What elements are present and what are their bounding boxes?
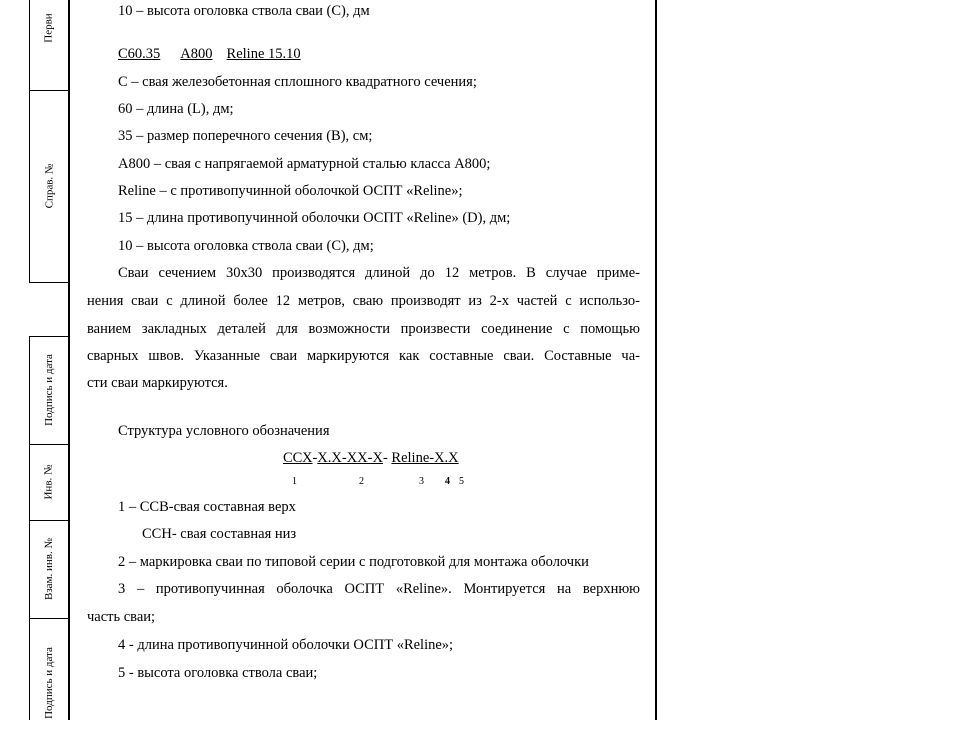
text-line-top: 10 – высота оголовка ствола сваи (С), дм — [118, 3, 370, 19]
paragraph-line: ванием закладных деталей для возможности произвести соединение с помощью — [87, 321, 640, 337]
def-10: 10 – высота оголовка ствола сваи (С), дм; — [118, 238, 374, 254]
scheme-number: 3 — [419, 476, 424, 487]
stamp-cell-sprav — [30, 90, 68, 282]
mark-reline: Reline 15.10 — [226, 46, 301, 62]
def-reline: Reline – с противопучинной оболочкой ОСПТ «Reline»; — [118, 183, 463, 199]
def-15: 15 – длина противопучинной оболочки ОСПТ «Reline» (D), дм; — [118, 210, 511, 226]
scheme-part-3: Reline-Х.Х — [391, 450, 459, 466]
structure-title: Структура условного обозначения — [118, 423, 330, 439]
stamp-cell-podp-2 — [30, 618, 68, 748]
stamp-cell-podp-1 — [30, 336, 68, 444]
stamp-cell-perv — [30, 0, 68, 90]
mark-a800: А800 — [180, 46, 213, 62]
scheme-number: 4 — [445, 476, 450, 487]
def-35: 35 – размер поперечного сечения (В), см; — [118, 128, 373, 144]
stamp-label-sprav: Справ. № — [43, 163, 56, 209]
mark-example — [118, 45, 301, 63]
structure-scheme — [283, 449, 459, 467]
stamp-cell-inv — [30, 444, 68, 520]
legend-item-4: 4 - длина противопучинной оболочки ОСПТ «Reline»; — [118, 637, 454, 653]
def-c: С – свая железобетонная сплошного квадратного сечения; — [118, 74, 477, 90]
frame-left-line — [68, 0, 70, 720]
scheme-part-1: ССХ — [283, 450, 313, 466]
frame-right-line — [655, 0, 657, 720]
stamp-label-inv: Инв. № — [43, 464, 55, 500]
scheme-dash-2: - — [382, 450, 392, 466]
def-a800: А800 – свая с напрягаемой арматурной сталью класса А800; — [118, 156, 491, 172]
stamp-label-podp-data-2: Подпись и дата — [43, 647, 55, 719]
stamp-divider — [29, 282, 69, 283]
legend-item-1b: ССН- свая составная низ — [142, 526, 297, 542]
stamp-cell-vzam — [30, 520, 68, 618]
legend-item-5: 5 - высота оголовка ствола сваи; — [118, 665, 318, 681]
scheme-number: 5 — [459, 476, 464, 487]
stamp-label-vzam: Взам. инв. № — [43, 538, 55, 600]
paragraph-line: сти сваи маркируются. — [87, 375, 228, 391]
scheme-part-2: Х.Х-ХХ-Х — [317, 450, 383, 466]
def-60: 60 – длина (L), дм; — [118, 101, 234, 117]
scheme-number: 2 — [359, 476, 364, 487]
legend-item-1a: 1 – ССВ-свая составная верх — [118, 499, 296, 515]
paragraph-line: Сваи сечением 30х30 производятся длиной до 12 метров. В случае приме- — [118, 265, 640, 281]
stamp-label-podp-data-1: Подпись и дата — [43, 354, 55, 426]
legend-item-2: 2 – маркировка сваи по типовой серии с подготовкой для монтажа оболочки — [118, 554, 589, 570]
mark-c: С60.35 — [118, 46, 161, 62]
paragraph-line: сварных швов. Указанные сваи маркируются как составные сваи. Составные ча- — [87, 348, 640, 364]
legend-item-3b: часть сваи; — [87, 609, 156, 625]
stamp-label-perv: Перви — [42, 13, 55, 43]
scheme-dash-1: - — [312, 450, 318, 466]
legend-item-3a: 3 – противопучинная оболочка ОСПТ «Reline». Монтируется на верхнюю — [118, 581, 640, 597]
paragraph-line: нения сваи с длиной более 12 метров, сваю производят из 2-х частей с использо- — [87, 293, 640, 309]
scheme-number: 1 — [292, 476, 297, 487]
